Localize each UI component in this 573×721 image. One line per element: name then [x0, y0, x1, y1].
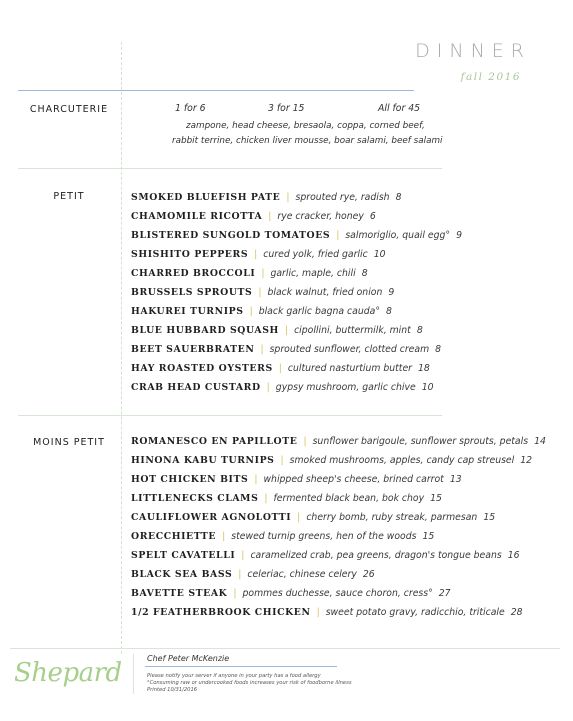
menu-item-price: 27 — [438, 588, 451, 599]
menu-item-name: ORECCHIETTE — [131, 531, 217, 542]
menu-item-desc: sprouted rye, radish — [295, 192, 390, 203]
menu-item-price: 15 — [422, 531, 435, 542]
menu-item — [131, 268, 368, 279]
charcuterie-line-2: rabbit terrine, chicken liver mousse, boar salami, beef salami — [172, 136, 443, 146]
menu-item — [131, 455, 532, 466]
menu-item — [131, 512, 495, 523]
menu-item — [131, 569, 375, 580]
menu-item-desc: black garlic bagna cauda° — [258, 306, 380, 317]
separator-bar: | — [297, 512, 301, 523]
menu-item-desc: cipollini, buttermilk, mint — [294, 325, 411, 336]
restaurant-logo: Shepard — [14, 658, 122, 688]
menu-item-price: 16 — [507, 550, 520, 561]
separator-bar: | — [258, 287, 262, 298]
section-label-moins-petit: MOINS PETIT — [33, 437, 105, 448]
menu-item-desc: cultured nasturtium butter — [287, 363, 412, 374]
separator-bar: | — [222, 531, 226, 542]
menu-item-name: BLACK SEA BASS — [131, 569, 233, 580]
menu-item-price: 15 — [430, 493, 442, 504]
section-divider — [18, 168, 442, 169]
separator-bar: | — [284, 325, 289, 336]
allergy-note: Please notify your server if anyone in your party has a food allergy — [147, 673, 321, 679]
separator-bar: | — [280, 455, 284, 466]
menu-item-desc: pommes duchesse, sauce choron, cress° — [242, 588, 433, 599]
menu-item-price: 18 — [417, 363, 430, 374]
menu-item-name: HOT CHICKEN BITS — [131, 474, 249, 485]
menu-item-price: 8 — [435, 344, 442, 355]
menu-season: fall 2016 — [460, 71, 521, 83]
separator-bar: | — [286, 192, 290, 203]
menu-item — [131, 607, 523, 618]
menu-item-name: ROMANESCO EN PAPILLOTE — [131, 436, 298, 447]
menu-item — [131, 493, 442, 504]
separator-bar: | — [261, 268, 265, 279]
charcuterie-price-all: All for 45 — [378, 103, 421, 114]
charcuterie-price-1: 1 for 6 — [175, 103, 206, 114]
menu-item-price: 9 — [388, 287, 395, 298]
menu-item — [131, 306, 392, 317]
menu-item-price: 10 — [421, 382, 434, 393]
menu-item-desc: rye cracker, honey — [277, 211, 364, 222]
menu-item-name: 1/2 FEATHERBROOK CHICKEN — [131, 607, 311, 618]
menu-item-price: 8 — [416, 325, 423, 336]
menu-item-name: BLISTERED SUNGOLD TOMATOES — [131, 230, 331, 241]
menu-item-name: BRUSSELS SPROUTS — [131, 287, 253, 298]
menu-item-price: 14 — [534, 436, 546, 447]
menu-item — [131, 474, 462, 485]
menu-item — [131, 249, 386, 260]
menu-item — [131, 192, 402, 203]
printed-date: Printed 10/31/2016 — [147, 687, 198, 693]
menu-item-desc: stewed turnip greens, hen of the woods — [231, 531, 417, 542]
menu-item-price: 8 — [385, 306, 392, 317]
footer-rule — [10, 648, 560, 649]
separator-bar: | — [254, 474, 258, 485]
raw-food-warning: °Consuming raw or undercooked foods increases your risk of foodborne illness — [147, 680, 352, 686]
section-label-charcuterie: CHARCUTERIE — [29, 104, 109, 115]
separator-bar: | — [316, 607, 320, 618]
menu-item — [131, 588, 451, 599]
menu-item-desc: smoked mushrooms, apples, candy cap streusel — [289, 455, 515, 466]
menu-item-desc: caramelized crab, pea greens, dragon's tongue beans — [250, 550, 502, 561]
menu-item-desc: cured yolk, fried garlic — [263, 249, 368, 260]
menu-item — [131, 363, 430, 374]
menu-item — [131, 230, 462, 241]
margin-guide-line — [121, 42, 122, 654]
menu-item-name: CAULIFLOWER AGNOLOTTI — [131, 512, 292, 523]
menu-item-price: 28 — [510, 607, 523, 618]
menu-item-desc: gypsy mushroom, garlic chive — [275, 382, 416, 393]
menu-item-price: 10 — [373, 249, 386, 260]
separator-bar: | — [254, 249, 258, 260]
menu-item-price: 9 — [456, 230, 462, 241]
menu-item-name: BLUE HUBBARD SQUASH — [131, 325, 279, 336]
menu-item-name: BEET SAUERBRATEN — [131, 344, 255, 355]
separator-bar: | — [249, 306, 253, 317]
separator-bar: | — [233, 588, 237, 599]
menu-item-name: CHARRED BROCCOLI — [131, 268, 256, 279]
menu-item-name: SMOKED BLUEFISH PATE — [131, 192, 281, 203]
menu-item-name: BAVETTE STEAK — [131, 588, 228, 599]
menu-item-desc: celeriac, chinese celery — [247, 569, 357, 580]
menu-item — [131, 287, 394, 298]
menu-item-price: 6 — [369, 211, 376, 222]
menu-item-price: 8 — [395, 192, 402, 203]
menu-item-name: CHAMOMILE RICOTTA — [131, 211, 263, 222]
menu-item-price: 8 — [361, 268, 368, 279]
menu-item-desc: cherry bomb, ruby streak, parmesan — [306, 512, 478, 523]
menu-item-price: 15 — [483, 512, 496, 523]
menu-item-name: HINONA KABU TURNIPS — [131, 455, 275, 466]
menu-item-price: 26 — [362, 569, 375, 580]
menu-item-desc: salmoriglio, quail egg° — [345, 230, 451, 241]
menu-item — [131, 436, 546, 447]
menu-item — [131, 344, 441, 355]
separator-bar: | — [268, 211, 272, 222]
menu-title: DINNER — [415, 40, 531, 62]
menu-item-price: 13 — [449, 474, 462, 485]
chef-name: Chef Peter McKenzie — [147, 654, 230, 663]
menu-item-desc: sprouted sunflower, clotted cream — [269, 344, 430, 355]
menu-item-name: HAY ROASTED OYSTERS — [131, 363, 273, 374]
menu-item — [131, 531, 434, 542]
menu-item-name: LITTLENECKS CLAMS — [131, 493, 259, 504]
section-divider — [18, 415, 442, 416]
menu-item — [131, 325, 423, 336]
menu-item-price: 12 — [520, 455, 533, 466]
section-label-petit: PETIT — [53, 191, 85, 202]
menu-item-desc: garlic, maple, chili — [270, 268, 356, 279]
menu-item-desc: whipped sheep's cheese, brined carrot — [263, 474, 444, 485]
menu-item-name: CRAB HEAD CUSTARD — [131, 382, 261, 393]
menu-item-desc: fermented black bean, bok choy — [273, 493, 425, 504]
header-rule — [18, 90, 414, 91]
separator-bar: | — [303, 436, 307, 447]
menu-item-desc: sweet potato gravy, radicchio, triticale — [325, 607, 505, 618]
menu-item — [131, 382, 434, 393]
separator-bar: | — [264, 493, 268, 504]
menu-item-desc: sunflower barigoule, sunflower sprouts, petals — [312, 436, 529, 447]
separator-bar: | — [238, 569, 242, 580]
chef-rule — [145, 666, 337, 667]
separator-bar: | — [260, 344, 264, 355]
menu-item-name: SPELT CAVATELLI — [131, 550, 236, 561]
footer-divider — [133, 654, 134, 694]
menu-item-name: HAKUREI TURNIPS — [131, 306, 244, 317]
separator-bar: | — [241, 550, 245, 561]
separator-bar: | — [278, 363, 282, 374]
separator-bar: | — [336, 230, 340, 241]
menu-item — [131, 211, 376, 222]
menu-item-desc: black walnut, fried onion — [267, 287, 383, 298]
menu-item — [131, 550, 520, 561]
charcuterie-line-1: zampone, head cheese, bresaola, coppa, corned beef, — [186, 121, 425, 131]
separator-bar: | — [266, 382, 270, 393]
charcuterie-price-3: 3 for 15 — [268, 103, 305, 114]
menu-item-name: SHISHITO PEPPERS — [131, 249, 249, 260]
